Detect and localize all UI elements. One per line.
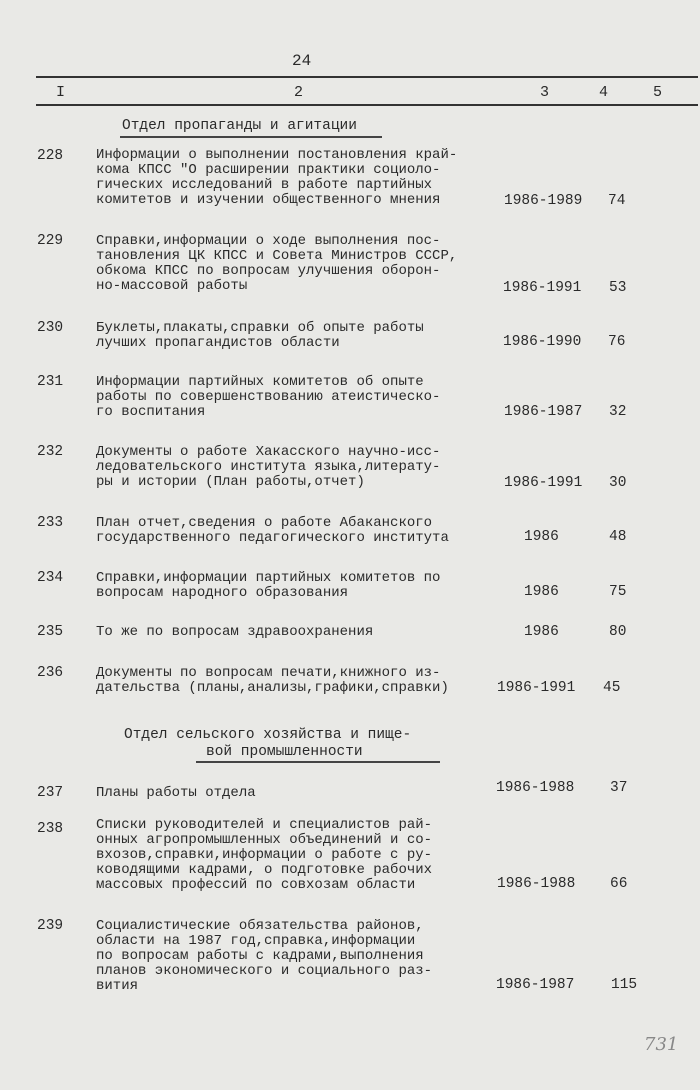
item-count: 76 — [608, 334, 626, 350]
description-line: тановления ЦК КПСС и Совета Министров СССР, — [96, 248, 458, 264]
item-number: 229 — [37, 233, 64, 249]
section-underline — [120, 136, 382, 138]
description-line: Социалистические обязательства районов, — [96, 918, 424, 934]
header-top-rule — [36, 76, 698, 78]
item-dates: 1986 — [524, 584, 559, 600]
item-number: 234 — [37, 570, 64, 586]
item-description — [96, 818, 432, 893]
item-number: 233 — [37, 515, 64, 531]
header-bottom-rule — [36, 104, 698, 106]
description-line: гических исследований в работе партийных — [96, 177, 433, 193]
description-line: го воспитания — [96, 404, 206, 420]
item-number: 230 — [37, 320, 64, 336]
item-count: 30 — [609, 475, 627, 491]
description-line: массовых профессий по совхозам области — [96, 877, 416, 893]
section-underline — [196, 761, 440, 763]
description-line: планов экономического и социального раз- — [96, 963, 433, 979]
item-description — [96, 666, 449, 696]
description-line: области на 1987 год,справка,информации — [96, 933, 416, 949]
item-number: 236 — [37, 665, 64, 681]
description-line: Планы работы отдела — [96, 785, 256, 801]
item-number: 228 — [37, 148, 64, 164]
item-number: 231 — [37, 374, 64, 390]
item-number: 237 — [37, 785, 64, 801]
item-description — [96, 625, 373, 640]
description-line: ледовательского института языка,литерату- — [96, 459, 441, 475]
description-line: Документы о работе Хакасского научно-исс- — [96, 444, 441, 460]
description-line: но-массовой работы — [96, 278, 248, 294]
item-dates: 1986-1991 — [504, 475, 583, 491]
item-count: 66 — [610, 876, 628, 892]
column-header-5: 5 — [653, 84, 663, 101]
item-count: 48 — [609, 529, 627, 545]
description-line: То же по вопросам здравоохранения — [96, 624, 374, 640]
description-line: План отчет,сведения о работе Абаканского — [96, 515, 433, 531]
item-description — [96, 919, 432, 994]
item-dates: 1986-1987 — [504, 404, 583, 420]
column-header-3: 3 — [540, 84, 550, 101]
description-line: Информации о выполнении постановления край- — [96, 147, 458, 163]
item-count: 74 — [608, 193, 626, 209]
column-header-4: 4 — [599, 84, 609, 101]
item-count: 37 — [610, 780, 628, 796]
item-dates: 1986-1988 — [496, 780, 575, 796]
description-line: Буклеты,плакаты,справки об опыте работы — [96, 320, 424, 336]
item-description — [96, 445, 440, 490]
item-number: 238 — [37, 821, 64, 837]
item-dates: 1986-1987 — [496, 977, 575, 993]
description-line: ководящими кадрами, о подготовке рабочих — [96, 862, 433, 878]
description-line: Справки,информации партийных комитетов по — [96, 570, 441, 586]
description-line: Справки,информации о ходе выполнения пос- — [96, 233, 441, 249]
description-line: кома КПСС "О расширении практики социоло- — [96, 162, 441, 178]
item-count: 53 — [609, 280, 627, 296]
item-number: 239 — [37, 918, 64, 934]
item-dates: 1986-1991 — [503, 280, 582, 296]
description-line: по вопросам работы с кадрами,выполнения — [96, 948, 424, 964]
item-dates: 1986-1990 — [503, 334, 582, 350]
item-description — [96, 786, 256, 801]
description-line: вития — [96, 978, 139, 994]
item-count: 45 — [603, 680, 621, 696]
description-line: работы по совершенствованию атеистическо- — [96, 389, 441, 405]
description-line: ры и истории (План работы,отчет) — [96, 474, 365, 490]
item-count: 32 — [609, 404, 627, 420]
description-line: лучших пропагандистов области — [96, 335, 340, 351]
item-count: 80 — [609, 624, 627, 640]
item-dates: 1986 — [524, 624, 559, 640]
page-number: 24 — [292, 52, 312, 70]
item-dates: 1986-1989 — [504, 193, 583, 209]
section-title-agriculture-line1: Отдел сельского хозяйства и пище- — [124, 727, 412, 743]
description-line: Документы по вопросам печати,книжного из- — [96, 665, 441, 681]
column-header-1: I — [56, 84, 66, 101]
description-line: Информации партийных комитетов об опыте — [96, 374, 424, 390]
description-line: вопросам народного образования — [96, 585, 349, 601]
item-dates: 1986 — [524, 529, 559, 545]
description-line: Списки руководителей и специалистов рай- — [96, 817, 433, 833]
description-line: вхозов,справки,информации о работе с ру- — [96, 847, 433, 863]
item-description — [96, 375, 440, 420]
section-title-agriculture-line2: вой промышленности — [206, 744, 363, 760]
item-count: 115 — [611, 977, 638, 993]
item-number: 232 — [37, 444, 64, 460]
item-dates: 1986-1988 — [497, 876, 576, 892]
description-line: обкома КПСС по вопросам улучшения оборон- — [96, 263, 441, 279]
description-line: онных агропромышленных объединений и со- — [96, 832, 433, 848]
handwritten-mark: 731 — [644, 1034, 679, 1055]
item-description — [96, 234, 457, 294]
item-number: 235 — [37, 624, 64, 640]
description-line: государственного педагогического института — [96, 530, 449, 546]
item-description — [96, 516, 449, 546]
item-count: 75 — [609, 584, 627, 600]
item-description — [96, 571, 440, 601]
description-line: комитетов и изучении общественного мнения — [96, 192, 441, 208]
section-title-propaganda: Отдел пропаганды и агитации — [122, 118, 357, 134]
description-line: дательства (планы,анализы,графики,справки) — [96, 680, 449, 696]
item-dates: 1986-1991 — [497, 680, 576, 696]
column-header-2: 2 — [294, 84, 304, 101]
item-description — [96, 148, 457, 208]
item-description — [96, 321, 424, 351]
